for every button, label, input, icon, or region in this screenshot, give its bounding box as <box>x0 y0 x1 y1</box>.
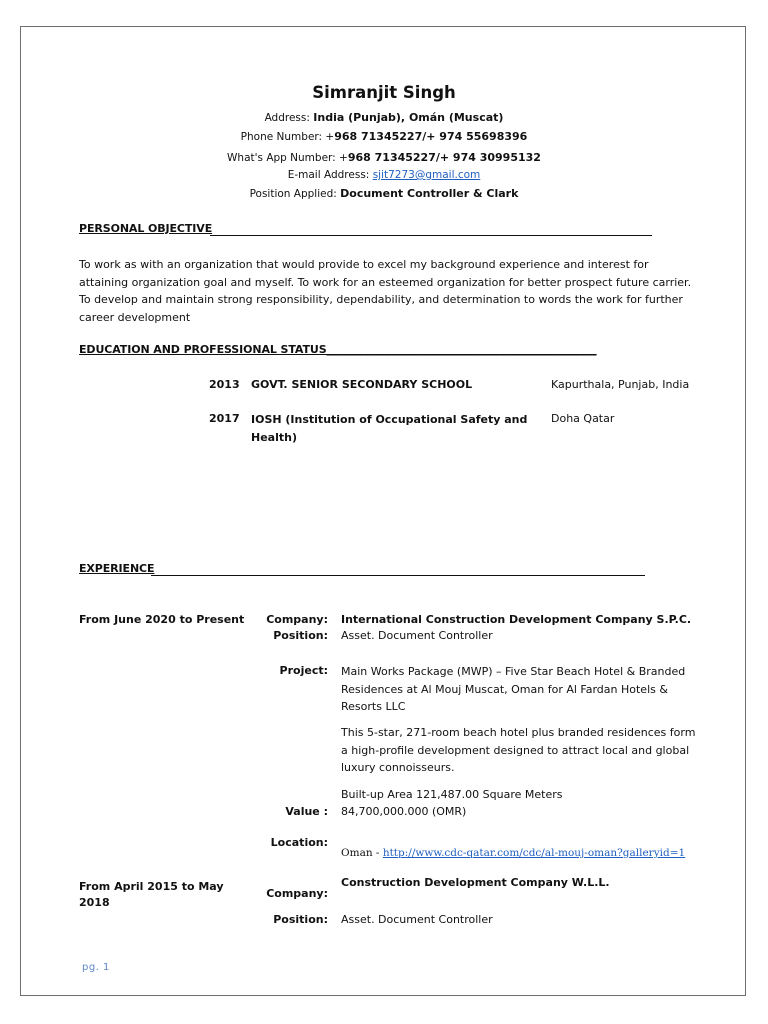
address-value: India (Punjab), Omán (Muscat) <box>313 111 504 124</box>
position-applied-label: Position Applied: <box>249 188 337 200</box>
company-label: Company: <box>266 887 328 900</box>
objective-heading: PERSONAL OBJECTIVE <box>79 222 213 235</box>
phone-line <box>0 130 768 143</box>
project-summary: This 5-star, 271-room beach hotel plus branded residences form a high-profile development designed to attract local and global luxury connoisseurs. <box>341 726 696 774</box>
objective-rule <box>210 235 652 236</box>
position-value: Asset. Document Controller <box>341 629 493 642</box>
position-label: Position: <box>273 629 328 642</box>
objective-line: To develop and maintain strong responsibility, dependability, and determination to words the work for further <box>79 293 683 306</box>
objective-line: career development <box>79 310 191 324</box>
address-line <box>0 111 768 124</box>
whatsapp-line <box>0 151 768 164</box>
education-year: 2017 <box>209 412 240 425</box>
company-name: Construction Development Company W.L.L. <box>341 876 610 889</box>
objective-line: To work as with an organization that would provide to excel my background experience and interest for <box>79 258 649 271</box>
location-label: Location: <box>270 836 328 849</box>
company-name: International Construction Development Company S.P.C. <box>341 613 692 626</box>
education-year: 2013 <box>209 378 240 391</box>
project-description: Main Works Package (MWP) – Five Star Beach Hotel & Branded Residences at Al Mouj Muscat, Oman for Al Fardan Hotels & Resorts LLC <box>341 665 686 713</box>
education-title: GOVT. SENIOR SECONDARY SCHOOL <box>251 378 473 391</box>
phone-value: 968 71345227/+ 974 55698396 <box>334 130 528 143</box>
page-number: pg. 1 <box>82 962 110 973</box>
position-applied-value: Document Controller & Clark <box>340 187 519 200</box>
email-link[interactable]: sjit7273@gmail.com <box>372 169 481 181</box>
experience-heading: EXPERIENCE <box>79 562 155 575</box>
project-label: Project: <box>279 664 328 677</box>
value-label: Value : <box>285 805 328 818</box>
email-line <box>0 169 768 181</box>
education-title: IOSH (Institution of Occupational Safety and Health) <box>251 413 528 444</box>
location-line <box>341 847 685 859</box>
objective-paragraph <box>79 256 709 326</box>
education-location: Doha Qatar <box>551 412 615 425</box>
candidate-name: Simranjit Singh <box>312 83 456 102</box>
education-heading: EDUCATION AND PROFESSIONAL STATUS__________________________________________________ <box>79 343 597 356</box>
position-value: Asset. Document Controller <box>341 913 493 926</box>
phone-label: Phone Number: + <box>240 131 335 143</box>
whatsapp-label: What's App Number: + <box>227 152 348 164</box>
address-label: Address: <box>264 112 310 124</box>
education-location: Kapurthala, Punjab, India <box>551 378 690 391</box>
location-prefix: Oman - <box>341 847 380 859</box>
position-label: Position: <box>273 913 328 926</box>
built-up-area: Built-up Area 121,487.00 Square Meters <box>341 788 563 801</box>
company-label: Company: <box>266 613 328 626</box>
objective-line: attaining organization goal and myself. To work for an esteemed organization for better prospect future carrier. <box>79 275 692 289</box>
position-applied-line <box>0 187 768 200</box>
experience-rule <box>151 575 645 576</box>
job-period: From April 2015 to May 2018 <box>79 880 224 909</box>
location-link[interactable]: http://www.cdc-qatar.com/cdc/al-mouj-oman?galleryid=1 <box>382 847 686 859</box>
email-label: E-mail Address: <box>287 169 370 181</box>
job-period: From June 2020 to Present <box>79 613 245 626</box>
project-value: 84,700,000.000 (OMR) <box>341 805 467 818</box>
whatsapp-value: 968 71345227/+ 974 30995132 <box>347 151 541 164</box>
